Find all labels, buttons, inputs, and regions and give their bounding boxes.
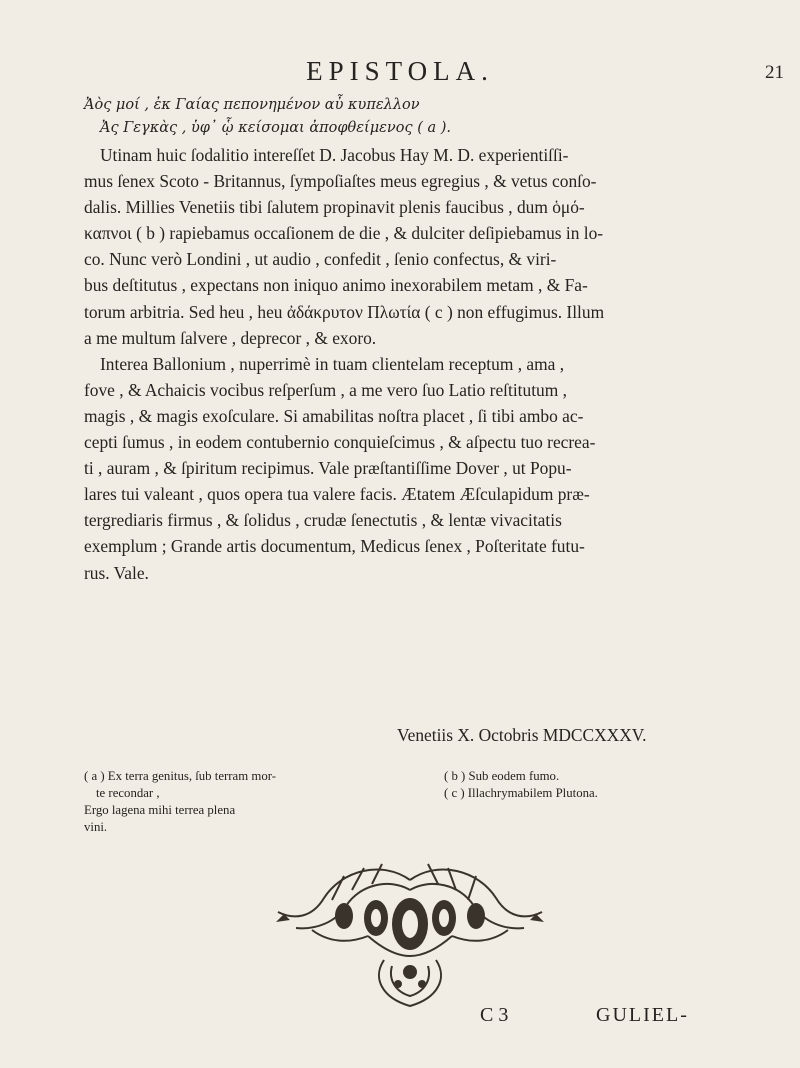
- body-line: dalis. Millies Venetiis tibi ſalutem propinavit plenis faucibus , dum ὁμό-: [84, 197, 585, 218]
- signature-mark: C 3: [480, 1004, 509, 1026]
- fleuron-headpiece-icon: [272, 860, 548, 1010]
- letter-body: [84, 142, 784, 586]
- body-line: bus deſtitutus , expectans non iniquo animo inexorabilem metam , & Fa-: [84, 275, 588, 296]
- footnote-line: vini.: [84, 820, 108, 834]
- footnotes-left: [84, 768, 384, 836]
- body-line: lares tui valeant , quos opera tua valere facis. Ætatem Æſculapidum præ-: [84, 484, 590, 505]
- dateline: Venetiis X. Octobris MDCCXXXV.: [397, 725, 647, 745]
- body-line: ti , auram , & ſpiritum recipimus. Vale præſtantiſſime Dover , ut Popu-: [84, 458, 572, 479]
- greek-epigraph-line-1: Ἀὸς μοί , ἐκ Γαίας πεπονημένον αὖ κυπελλον: [84, 97, 420, 113]
- body-line: exemplum ; Grande artis documentum, Medicus ſenex , Poſteritate futu-: [84, 536, 585, 557]
- page-number: 21: [765, 62, 784, 83]
- greek-epigraph-line-2: Ἀς Γεγκὰς , ὑφ᾽ ᾧ κείσομαι ἀποφθείμενος ( a ).: [100, 120, 451, 136]
- body-line: co. Nunc verò Londini , ut audio , confedit , ſenio confectus, & viri-: [84, 249, 557, 270]
- body-line: mus ſenex Scoto - Britannus, ſympoſiaſtes meus egregius , & vetus conſo-: [84, 171, 597, 192]
- footnote-line: te recondar ,: [96, 786, 160, 800]
- footnotes-right: [444, 768, 774, 802]
- body-line: Interea Ballonium , nuperrimè in tuam clientelam receptum , ama ,: [100, 353, 565, 374]
- body-line: rus. Vale.: [84, 562, 149, 583]
- footnote-line: ( a ) Ex terra genitus, ſub terram mor-: [84, 769, 276, 783]
- body-line: cepti ſumus , in eodem contubernio conquieſcimus , & aſpectu tuo recrea-: [84, 432, 596, 453]
- footnote-line: ( b ) Sub eodem fumo.: [444, 769, 560, 783]
- footnote-line: ( c ) Illachrymabilem Plutona.: [444, 786, 598, 800]
- body-line: tergrediaris firmus , & ſolidus , crudæ ſenectutis , & lentæ vivacitatis: [84, 510, 562, 531]
- running-title: EPISTOLA.: [306, 56, 494, 86]
- body-line: Utinam huic ſodalitio intereſſet D. Jacobus Hay M. D. experientiſſi-: [100, 145, 569, 165]
- body-line: a me multum ſalvere , deprecor , & exoro.: [84, 327, 377, 348]
- body-line: torum arbitria. Sed heu , heu ἀδάκρυτον Πλωτία ( c ) non effugimus. Illum: [84, 301, 605, 322]
- footnote-line: Ergo lagena mihi terrea plena: [84, 803, 236, 817]
- body-line: fove , & Achaicis vocibus reſperſum , a me vero ſuo Latio reſtitutum ,: [84, 379, 567, 400]
- body-line: καπνοι ( b ) rapiebamus occaſionem de die , & dulciter deſipiebamus in lo-: [84, 223, 604, 244]
- body-line: magis , & magis exoſculare. Si amabilitas noſtra placet , ſi tibi ambo ac-: [84, 405, 584, 426]
- catchword: GULIEL-: [596, 1004, 689, 1026]
